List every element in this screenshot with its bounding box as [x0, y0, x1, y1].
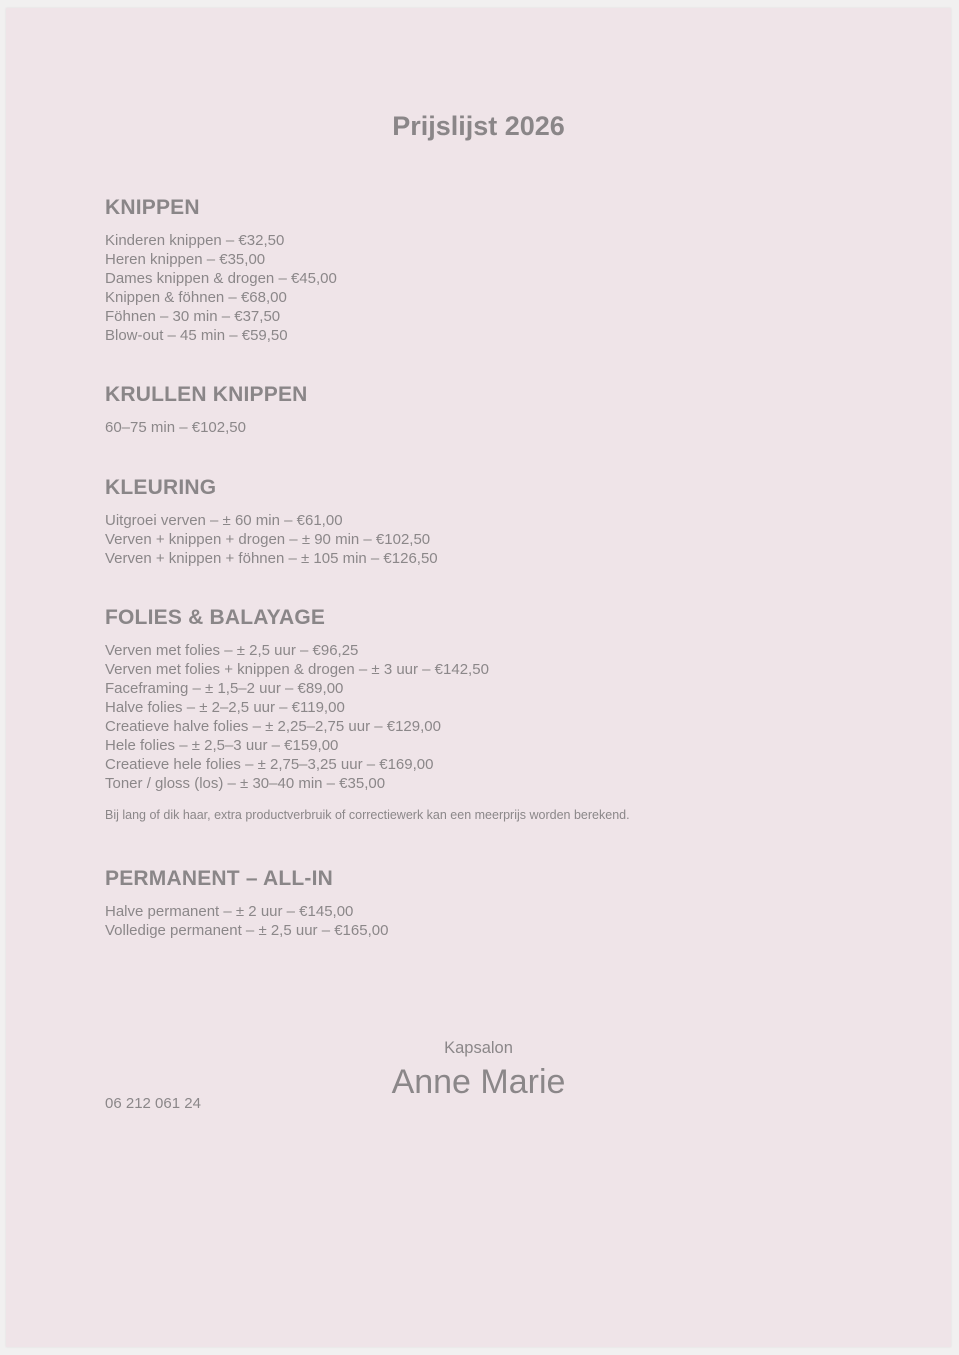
section-heading: KLEURING — [105, 476, 217, 499]
section-knippen — [105, 195, 865, 345]
section-permanent — [105, 866, 865, 940]
price-item: Verven + knippen + föhnen – ± 105 min – €126,50 — [105, 550, 438, 567]
phone-number: 06 212 061 24 — [105, 1095, 201, 1112]
surcharge-note: Bij lang of dik haar, extra productverbruik of correctiewerk kan een meerprijs worden berekend. — [105, 808, 630, 822]
price-item: Volledige permanent – ± 2,5 uur – €165,00 — [105, 922, 389, 939]
page-title: Prijslijst 2026 — [392, 111, 565, 141]
price-item: Verven met folies – ± 2,5 uur – €96,25 — [105, 642, 359, 659]
section-folies-balayage — [105, 605, 865, 823]
price-item: Creatieve halve folies – ± 2,25–2,75 uur – €129,00 — [105, 718, 441, 735]
price-item: 60–75 min – €102,50 — [105, 419, 246, 436]
section-heading: PERMANENT – ALL-IN — [105, 867, 333, 890]
price-item: Dames knippen & drogen – €45,00 — [105, 270, 337, 287]
price-item: Faceframing – ± 1,5–2 uur – €89,00 — [105, 680, 344, 697]
price-list — [105, 418, 865, 437]
section-heading: KNIPPEN — [105, 196, 200, 219]
salon-name: Anne Marie — [391, 1063, 566, 1101]
price-list — [105, 511, 865, 568]
price-item: Creatieve hele folies – ± 2,75–3,25 uur – €169,00 — [105, 756, 434, 773]
price-item: Halve permanent – ± 2 uur – €145,00 — [105, 903, 354, 920]
price-item: Hele folies – ± 2,5–3 uur – €159,00 — [105, 737, 339, 754]
price-item: Verven met folies + knippen & drogen – ± 3 uur – €142,50 — [105, 661, 489, 678]
salon-subtitle: Kapsalon — [444, 1039, 513, 1057]
price-item: Heren knippen – €35,00 — [105, 251, 266, 268]
section-krullen-knippen — [105, 382, 865, 437]
price-item: Verven + knippen + drogen – ± 90 min – €102,50 — [105, 531, 431, 548]
price-item: Knippen & föhnen – €68,00 — [105, 289, 287, 306]
price-item: Uitgroei verven – ± 60 min – €61,00 — [105, 512, 343, 529]
section-kleuring — [105, 475, 865, 568]
price-item: Kinderen knippen – €32,50 — [105, 232, 285, 249]
price-list-page — [6, 8, 951, 1347]
price-list — [105, 902, 865, 940]
price-item: Toner / gloss (los) – ± 30–40 min – €35,00 — [105, 775, 386, 792]
price-item: Föhnen – 30 min – €37,50 — [105, 308, 281, 325]
price-item: Blow-out – 45 min – €59,50 — [105, 327, 288, 344]
section-heading: KRULLEN KNIPPEN — [105, 383, 308, 406]
section-heading: FOLIES & BALAYAGE — [105, 606, 326, 629]
price-list — [105, 231, 865, 345]
price-item: Halve folies – ± 2–2,5 uur – €119,00 — [105, 699, 345, 716]
price-list — [105, 641, 865, 793]
